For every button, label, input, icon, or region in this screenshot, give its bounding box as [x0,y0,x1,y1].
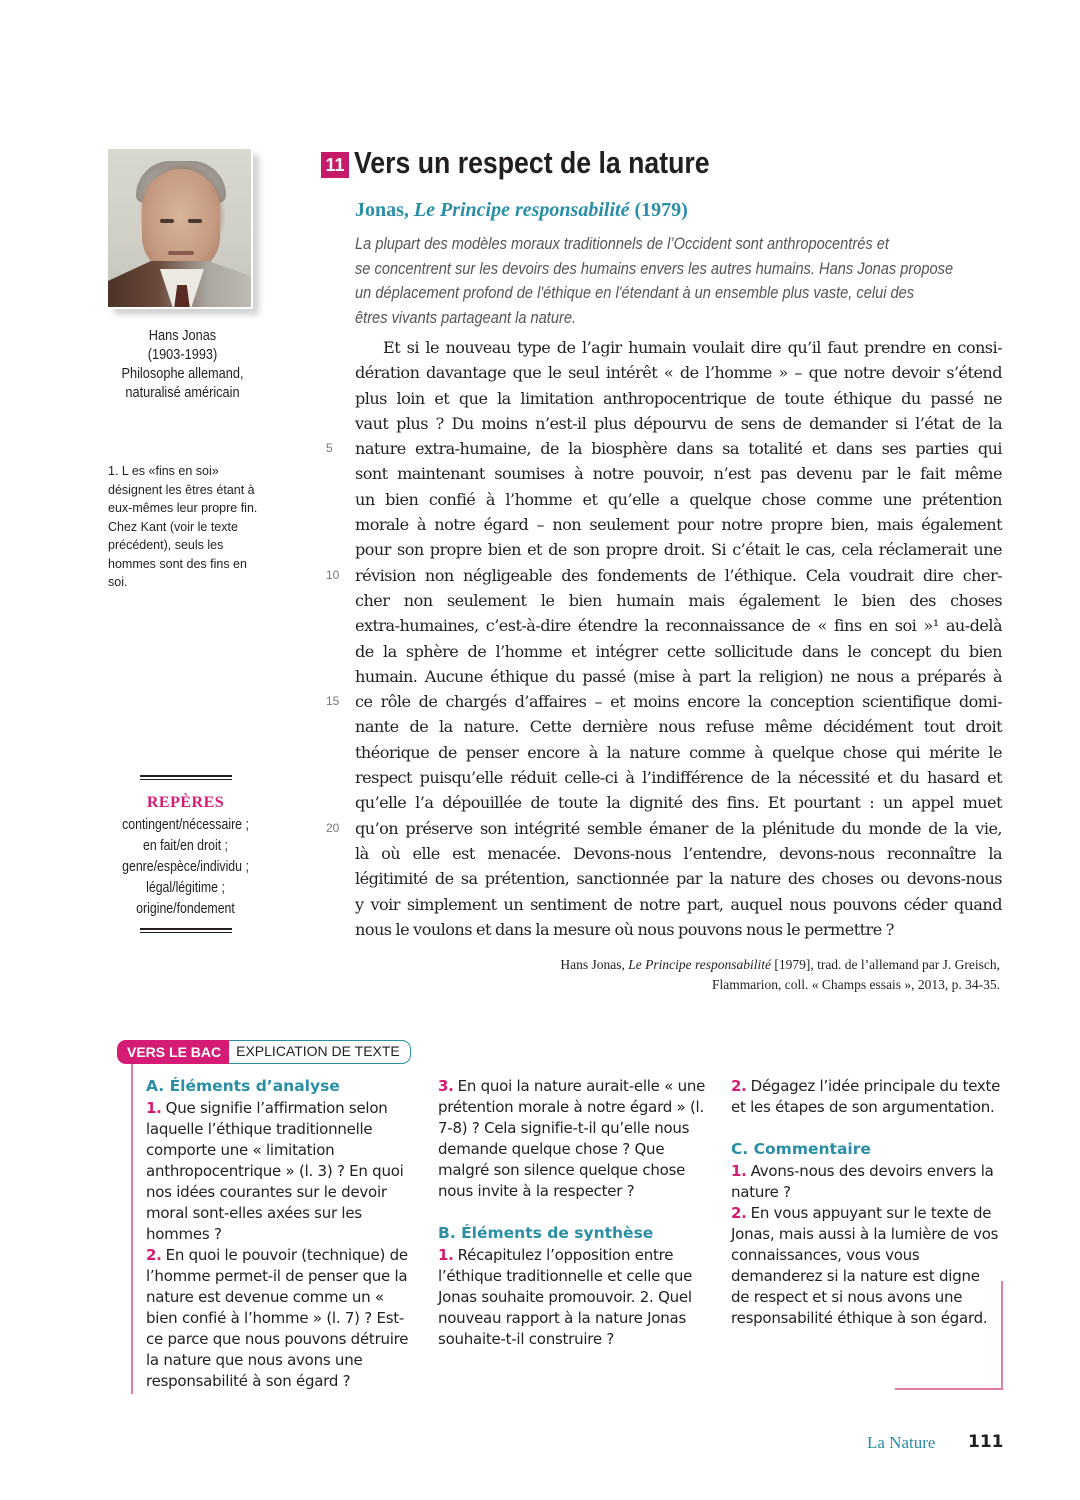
citation-details: [1979], trad. de l’allemand par J. Greisch, [770,957,1000,972]
text-line: pour son propre bien et de son propre droit. Si c’était le cas, cela réclamerait une [355,540,1002,560]
frame-line [131,1064,133,1394]
document-number-badge: 11 [321,152,349,178]
intro-paragraph [355,232,954,330]
intro-line: se concentrent sur les devoirs des humains envers les autres humains. Hans Jonas propose [355,258,954,278]
reperes-item: contingent/nécessaire ; [122,817,249,833]
source-work: Le Principe responsabilité [413,199,630,221]
reperes-item: en fait/en droit ; [143,838,228,854]
citation-publisher: Flammarion, coll. « Champs essais », 2013, p. 34-35. [712,977,1000,992]
text-line: dération davantage que le seul intérêt « de l’homme » – que notre devoir s’étend [355,363,1002,383]
author-dates: (1903-1993) [147,347,218,363]
question-a1 [146,1098,416,1245]
page-number: 111 [968,1432,1004,1452]
section-heading-b: B. Éléments de synthèse [438,1224,654,1242]
text-line: révision non négligeable des fondements de l’éthique. Cela voudrait dire cher- [355,565,1002,585]
author-role: Philosophe allemand, [121,366,244,382]
question-number: 2. [731,1204,747,1222]
source-author: Jonas, [355,199,414,221]
reperes-item: légal/légitime ; [146,880,225,896]
citation [560,955,1000,995]
question-c1 [731,1161,1001,1203]
reperes-box [108,775,263,933]
question-number: 2. [146,1246,162,1264]
question-c2 [731,1203,1001,1329]
text-line: morale à notre égard – non seulement pour notre propre bien, mais également [355,515,1002,535]
question-b2 [731,1076,1001,1118]
tab-vers-le-bac: VERS LE BAC [117,1040,229,1064]
exercise-column-1 [146,1076,416,1392]
intro-line: La plupart des modèles moraux traditionnels de l’Occident sont anthropocentrés et [355,234,889,253]
text-line: légitimité de sa prétention, sanctionnée par la nature des choses ou devons-nous [355,869,1002,889]
text-line: Et si le nouveau type de l’agir humain voulait dire qu’il faut prendre en consi- [383,338,1002,357]
text-line: ce rôle de chargés d’affaires – et moins encore la conception scientifique domi- [355,692,1002,712]
text-line: un bien confié à l’homme et qu’elle a quelque chose comme une prétention [355,489,1002,509]
question-a2 [146,1245,416,1392]
reperes-item: genre/espèce/individu ; [122,859,249,875]
source-title [355,199,688,222]
question-b1 [438,1245,713,1350]
vers-le-bac-tab [117,1040,411,1064]
author-portrait [108,149,253,309]
exercise-column-3 [731,1076,1001,1329]
text-line: qu’elle l’a dépouillée de toute la dignité des fins. Et pourtant : un appel muet [355,793,1002,813]
line-number: 5 [326,441,333,455]
section-heading-c: C. Commentaire [731,1140,871,1158]
text-line: nante de la nature. Cette dernière nous refuse même décidément tout droit [355,717,1002,737]
text-line: nature extra-humaine, de la biosphère dans sa totalité et dans ses parties qui [355,439,1002,459]
main-text [355,335,1002,942]
exercise-column-2 [438,1076,713,1350]
question-text: En vous appuyant sur le texte de Jonas, mais aussi à la lumière de vos connaissances, vous vous demanderez si la nature est digne de respect et si nous avons une responsabilité éthique à son égard. [731,1204,999,1327]
line-number: 20 [326,821,340,835]
intro-line: un déplacement profond de l'éthique en l'étendant à un ensemble plus vaste, celui des [355,283,915,302]
question-text: En quoi la nature aurait-elle « une prétention morale à notre égard » (l. 7-8) ? Cela signifie-t-il qu’elle nous demande quelque chose ? Que malgré son silence quelque chose nous invite à la respecter ? [438,1077,706,1200]
question-number: 1. [731,1162,747,1180]
question-number: 1. [146,1099,162,1117]
text-line: plus loin et que la limitation anthropocentrique de toute éthique du passé ne [355,388,1002,408]
question-text: Dégagez l’idée principale du texte et les étapes de son argumentation. [731,1077,1001,1116]
reperes-title: REPÈRES [146,794,225,811]
text-line: humain. Aucune éthique du passé (mise à part la religion) ne nous a préparés à [355,666,1002,686]
text-line: théorique de penser encore à la nature comme à quelque chose qui mérite le [355,742,1002,762]
source-year: (1979) [629,199,688,221]
question-number: 1. [438,1246,454,1264]
frame-line [895,1388,1003,1390]
text-line: nous le voulons et dans la mesure où nous pouvons nous le permettre ? [355,919,894,939]
reperes-item: origine/fondement [136,901,235,917]
citation-work: Le Principe responsabilité [628,957,771,972]
footnote: 1. L es «fins en soi» désignent les êtres étant à eux-mêmes leur propre fin. Chez Kant (voir le texte précédent), seuls les hommes sont des fins en soi. [108,464,258,589]
author-role: naturalisé américain [125,385,240,401]
text-line: là où elle est menacée. Devons-nous l’entendre, devons-nous reconnaître la [355,843,1002,863]
page-title: Vers un respect de la nature [354,145,710,180]
chapter-label: La Nature [867,1433,936,1452]
text-line: qu’on préserve son intégrité semble émaner de la plénitude du monde de la vie, [355,818,1002,838]
tab-explication-de-texte: EXPLICATION DE TEXTE [229,1040,411,1064]
question-number: 2. [731,1077,747,1095]
citation-author: Hans Jonas, [560,957,629,972]
line-number: 15 [326,694,340,708]
intro-line: êtres vivants partageant la nature. [355,307,577,327]
line-number: 10 [326,568,340,582]
text-line: y voir simplement un sentiment de notre part, auquel nous pouvons céder quand [355,894,1002,914]
text-line: respect puisqu’elle réduit celle-ci à l’indifférence de la nécessité et du hasard et [355,768,1002,788]
question-text: En quoi le pouvoir (technique) de l’homme permet-il de penser que la nature est devenue comme un « bien confié à l’homme » (l. 7) ? Est-ce parce que nous pouvons détruire la nature que nous avons une responsabilité à son égard ? [146,1246,409,1390]
divider [140,775,232,780]
question-text: Récapitulez l’opposition entre l’éthique traditionnelle et celle que Jonas souhaite promouvoir. 2. Quel nouveau rapport à la nature Jonas souhaite-t-il construire ? [438,1246,693,1348]
frame-line [1001,1281,1003,1389]
author-name: Hans Jonas [148,328,217,344]
reperes-list [108,815,264,920]
divider [140,928,232,933]
question-number: 3. [438,1077,454,1095]
portrait-image [108,149,251,307]
section-heading-a: A. Éléments d’analyse [146,1077,340,1095]
question-text: Que signifie l’affirmation selon laquelle l’éthique traditionnelle comporte une « limitation anthropocentrique » (l. 3) ? En quoi nos idées courantes sur le devoir moral sont-elles axées sur les hommes ? [146,1099,404,1243]
text-line: cher non seulement le bien humain mais également le bien des choses [355,590,1002,610]
author-bio [110,327,255,403]
text-line: sont maintenant soumises à notre pouvoir, n’est pas devenu par le fait même [355,464,1002,484]
question-text: Avons-nous des devoirs envers la nature ? [731,1162,994,1201]
text-line: vaut plus ? Du moins n’est-il plus dépourvu de sens de demander si l’état de la [355,413,1002,433]
text-line: de la sphère de l’homme et intégrer cette sollicitude dans le concept du bien [355,641,1002,661]
text-line: extra-humaines, c’est-à-dire étendre la reconnaissance de « fins en soi »¹ au-delà [355,616,1002,636]
question-a3 [438,1076,713,1202]
